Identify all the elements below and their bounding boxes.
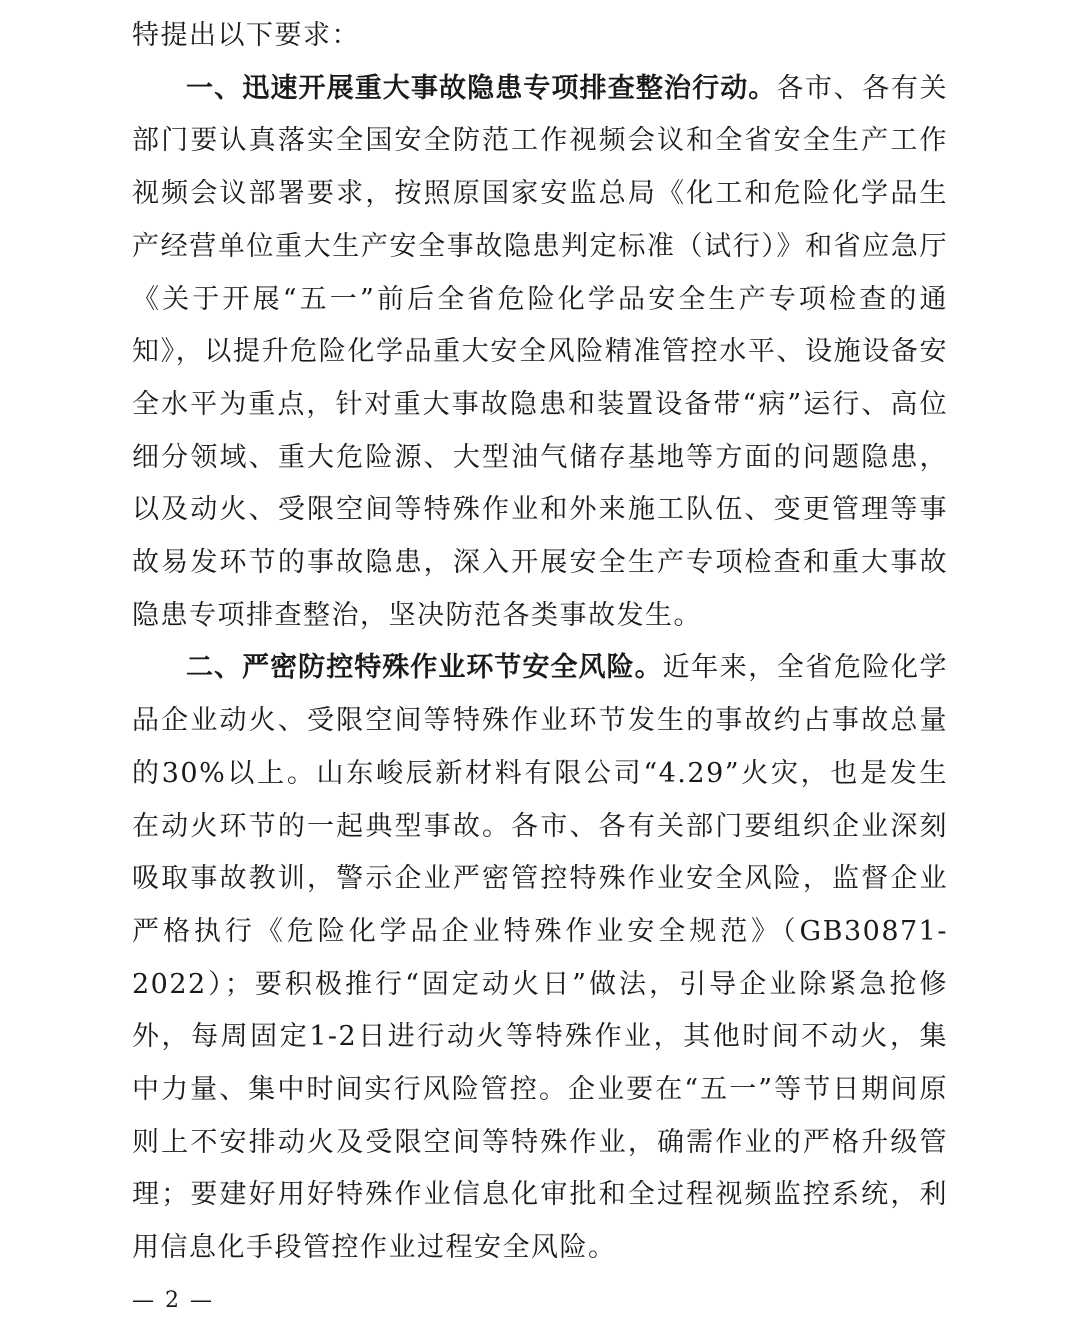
section-1-paragraph	[132, 63, 948, 643]
intro-line: 特提出以下要求：	[132, 20, 360, 51]
page-number: — 2 —	[132, 1288, 214, 1313]
section-2-body: 近年来，全省危险化学品企业动火、受限空间等特殊作业环节发生的事故约占事故总量的30%以上。山东峻辰新材料有限公司“4.29”火灾，也是发生在动火环节的一起典型事故。各市、各有关部门要组织企业深刻吸取事故教训，警示企业严密管控特殊作业安全风险，监督企业严格执行《危险化学品企业特殊作业安全规范》（GB30871-2022）；要积极推行“固定动火日”做法，引导企业除紧急抢修外，每周固定1-2日进行动火等特殊作业，其他时间不动火，集中力量、集中时间实行风险管控。企业要在“五一”等节日期间原则上不安排动火及受限空间等特殊作业，确需作业的严格升级管理；要建好用好特殊作业信息化审批和全过程视频监控系统，利用信息化手段管控作业过程安全风险。	[132, 652, 949, 1264]
section-2-heading: 二、严密防控特殊作业环节安全风险。	[186, 652, 663, 684]
section-2-paragraph	[132, 642, 948, 1274]
section-1-body: 各市、各有关部门要认真落实全国安全防范工作视频会议和全省安全生产工作视频会议部署要求，按照原国家安监总局《化工和危险化学品生产经营单位重大生产安全事故隐患判定标准（试行）》和省应急厅《关于开展“五一”前后全省危险化学品安全生产专项检查的通知》，以提升危险化学品重大安全风险精准管控水平、设施设备安全水平为重点，针对重大事故隐患和装置设备带“病”运行、高位细分领域、重大危险源、大型油气储存基地等方面的问题隐患，以及动火、受限空间等特殊作业和外来施工队伍、变更管理等事故易发环节的事故隐患，深入开展安全生产专项检查和重大事故隐患专项排查整治，坚决防范各类事故发生。	[132, 72, 948, 631]
document-body	[132, 10, 948, 1275]
section-1-heading: 一、迅速开展重大事故隐患专项排查整治行动。	[186, 72, 777, 104]
